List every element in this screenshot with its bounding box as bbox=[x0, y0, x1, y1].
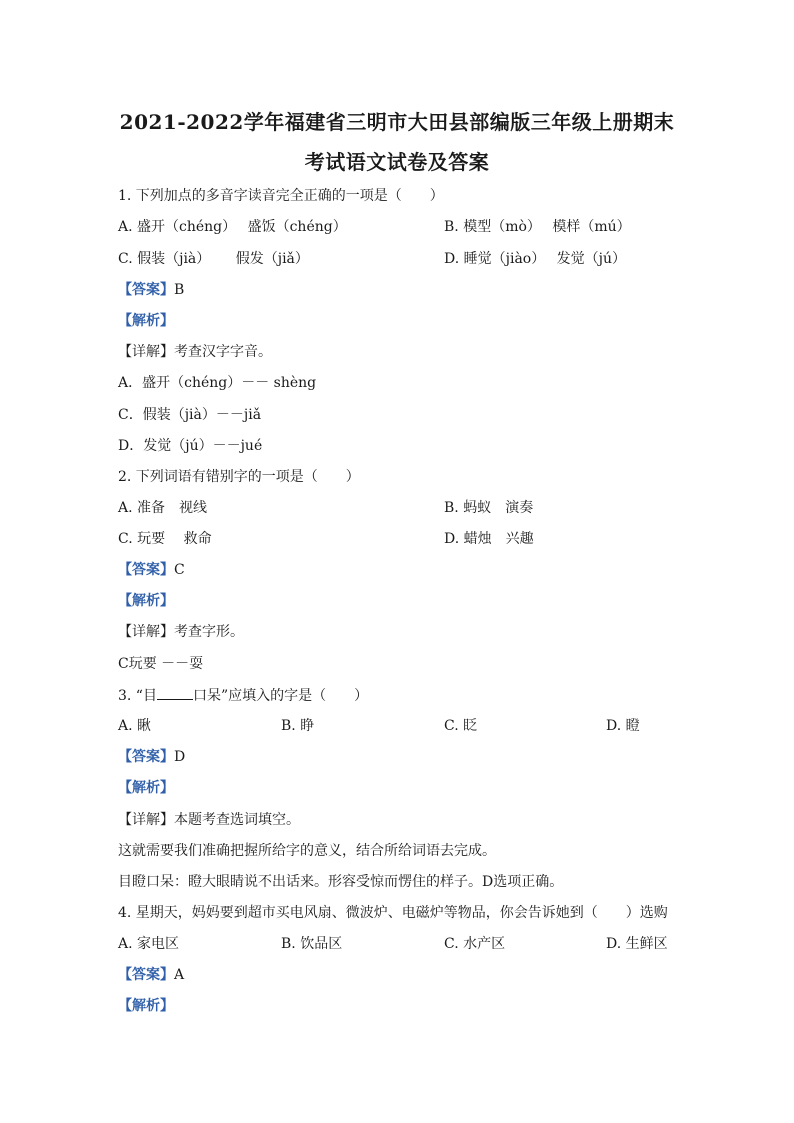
q2-option-b: B. 蚂蚁 演奏 bbox=[444, 500, 534, 516]
q3-explanation-1: 这就需要我们准确把握所给字的意义，结合所给词语去完成。 bbox=[118, 843, 496, 859]
detail-tag: 【详解】 bbox=[118, 344, 174, 360]
q1-analysis-tag: 【解析】 bbox=[118, 313, 174, 329]
q2-option-d: D. 蜡烛 兴趣 bbox=[444, 531, 534, 547]
answer-tag: 【答案】 bbox=[118, 562, 174, 578]
q2-fix: C玩要 －－耍 bbox=[118, 656, 204, 672]
q2-answer bbox=[118, 560, 185, 580]
q3-explanation-2: 目瞪口呆：瞪大眼睛说不出话来。形容受惊而愣住的样子。D选项正确。 bbox=[118, 874, 564, 890]
q1-fix-d: D．发觉（jú）－－jué bbox=[118, 438, 263, 454]
q2-detail bbox=[118, 622, 244, 642]
q1-answer-value: B bbox=[174, 282, 185, 298]
q3-stem bbox=[118, 685, 368, 706]
q4-analysis-tag: 【解析】 bbox=[118, 998, 174, 1014]
q1-detail bbox=[118, 342, 272, 362]
q3-answer bbox=[118, 747, 185, 767]
answer-tag: 【答案】 bbox=[118, 282, 174, 298]
q3-analysis-tag: 【解析】 bbox=[118, 780, 174, 796]
q4-stem: 4. 星期天，妈妈要到超市买电风扇、微波炉、电磁炉等物品，你会告诉她到（ ）选购 bbox=[118, 905, 668, 921]
q1-fix-c: C．假装（jià）－－jiǎ bbox=[118, 407, 262, 423]
q1-fix-a: A．盛开（chéng）－－ shèng bbox=[118, 375, 317, 391]
q3-option-c: C. 眨 bbox=[444, 718, 478, 734]
answer-tag: 【答案】 bbox=[118, 967, 174, 983]
q2-option-c: C. 玩要 救命 bbox=[118, 531, 212, 547]
q1-option-c: C. 假装（jià） 假发（jiǎ） bbox=[118, 251, 309, 267]
q3-option-b: B. 睁 bbox=[281, 718, 315, 734]
q4-option-a: A. 家电区 bbox=[118, 936, 180, 952]
q1-answer bbox=[118, 280, 184, 300]
q3-stem-pre: 3. “目 bbox=[118, 688, 157, 704]
q1-stem: 1. 下列加点的多音字读音完全正确的一项是（ ） bbox=[118, 188, 444, 204]
q2-answer-value: C bbox=[174, 562, 185, 578]
answer-tag: 【答案】 bbox=[118, 749, 174, 765]
q1-option-a: A. 盛开（chéng） 盛饭（chéng） bbox=[118, 219, 347, 235]
q4-option-b: B. 饮品区 bbox=[281, 936, 343, 952]
detail-tag: 【详解】 bbox=[118, 812, 174, 828]
q1-detail-text: 考查汉字字音。 bbox=[174, 344, 272, 360]
q3-option-a: A. 瞅 bbox=[118, 718, 152, 734]
doc-title-line2: 考试语文试卷及答案 bbox=[304, 150, 490, 174]
detail-tag: 【详解】 bbox=[118, 624, 174, 640]
q4-option-d: D. 生鲜区 bbox=[606, 936, 668, 952]
q1-option-b: B. 模型（mò） 模样（mú） bbox=[444, 219, 631, 235]
q2-analysis-tag: 【解析】 bbox=[118, 593, 174, 609]
q3-stem-post: 口呆”应填入的字是（ ） bbox=[192, 688, 369, 704]
q3-answer-value: D bbox=[174, 749, 186, 765]
q4-answer bbox=[118, 965, 184, 985]
doc-title-line1: 2021-2022学年福建省三明市大田县部编版三年级上册期末 bbox=[119, 110, 675, 134]
q1-option-d: D. 睡觉（jiào） 发觉（jú） bbox=[444, 251, 627, 267]
q4-option-c: C. 水产区 bbox=[444, 936, 506, 952]
q4-answer-value: A bbox=[174, 967, 185, 983]
q3-detail-text: 本题考查选词填空。 bbox=[174, 812, 300, 828]
q2-option-a: A. 准备 视线 bbox=[118, 500, 208, 516]
q3-option-d: D. 瞪 bbox=[606, 718, 640, 734]
q2-detail-text: 考查字形。 bbox=[174, 624, 244, 640]
q2-stem: 2. 下列词语有错别字的一项是（ ） bbox=[118, 469, 360, 485]
q3-detail bbox=[118, 810, 300, 830]
fill-blank bbox=[157, 685, 193, 700]
